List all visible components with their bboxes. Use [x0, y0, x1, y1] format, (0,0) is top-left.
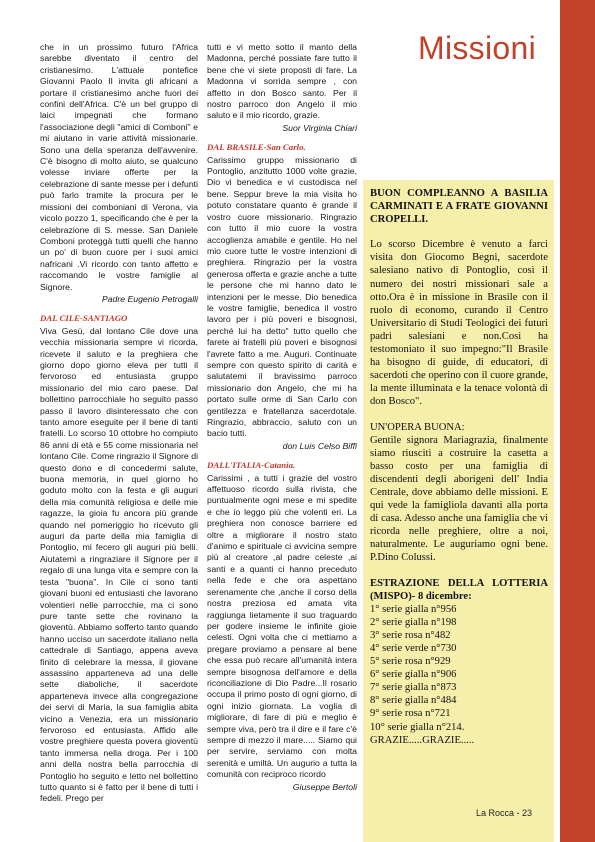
lottery-item: 2° serie gialla n°198	[370, 616, 457, 628]
opera-text: Gentile signora Mariagrazia, finalmente siamo riusciti a costruire la casetta a basso costo per una famiglia di discendenti degli aborigeni dell' India Centrale, dove abbiamo delle missioni. E qui vede la famigliola davanti alla porta di casa. Adesso anche una famiglia che vi ricorda nelle preghiere, oltre a noi, naturalmente. Le auguriamo ogni bene. P.Dino Colussi.	[370, 434, 548, 564]
page-footer: La Rocca - 23	[476, 808, 533, 818]
side-color-band	[560, 0, 595, 842]
lottery-item: 1° serie gialla n°956	[370, 603, 457, 615]
lottery-item: 7° serie gialla n°873	[370, 682, 457, 694]
cile-signature: Suor Virginia Chiari	[282, 122, 357, 133]
lottery-item: 3° serie rosa n°482	[370, 629, 451, 641]
lottery-item: 4° serie verde n°730	[370, 643, 457, 654]
lottery-list	[370, 603, 548, 734]
news-sidebar-box	[363, 180, 554, 842]
page-title: Missioni	[418, 30, 536, 66]
section-heading-brasile: DAL BRASILE-San Carlo.	[207, 142, 306, 153]
article-column-1	[40, 42, 198, 805]
lottery-item: 9° serie rosa n°721	[370, 708, 451, 720]
lottery-item: 5° serie rosa n°929	[370, 656, 451, 668]
lottery-item: 8° serie gialla n°484	[370, 695, 457, 707]
closing-thanks: GRAZIE.....GRAZIE.....	[370, 734, 475, 746]
brasile-text: Carissimo gruppo missionario di Pontoglio, anzitutto 1000 volte grazie, Dio vi benedica e vi custodisca nel bene. Seppur breve la mia visita ho potuto constatare quanto è grande il vostro cuore missionario. Ringrazio con tutto il mio cuore la vostra accoglienza amabile e gentile. Ho nel mio cuore tutte le vostre intenzioni di preghiera. Ringrazio per la vostra generosa offerta e grazie anche a tutte le persone che mi hanno dato le intenzioni per le messe. Dio benedica le vostre famiglie, benedica il vostro lavoro per i più poveri e bisognosi, perché lui ha detto" tutto quello che farete ai fratelli più poveri e bisognosi l'avrete fatto a me. Auguri. Continuate sempre con questo spirito di carità e salutatemi il bravissimo parroco missionario don Angelo, che mi ha portato sulle orme di San Carlo con gentilezza e fratellanza sacerdotale. Ringrazio, abbraccio, saluto con un bacio tutti.	[207, 154, 357, 439]
missionary-paragraph: Lo scorso Dicembre è venuto a farci visita don Giocomo Begni, sacerdote salesiano nativo di Pontoglio, così il numero dei nostri missionari sale a otto.Ora è in missione in Brasile con il ruolo di economo, curando il Centro Universitario di Studi Teologici dei futuri padri salesiani e non.Così ha testomoniato il suo impegno:"Il Brasile ha bisogno di guide, di educatori, di sacerdoti che operino con il cuore grande, la mente illuminata e la tenace volontà di don Bosco".	[370, 239, 548, 408]
intro-text: che in un prossimo futuro l'Africa sarebbe diventato il centro del cristianesimo. L'attuale pontefice Giovanni Paolo II invita gli africani a portare il cristianesimo anche fuori dei confini dell'Africa. C'è un bel gruppo di laici impegnati che formano l'associazione degli "amici di Comboni" e mi aiutano in varie attività missionarie. Sono una della speranza dell'avvenire. C'è bisogno di molto aiuto, se qualcuno volesse inviare offerte per la celebrazione di sante messe per i defunti può farlo tramite la procura per le missioni dei comboniani di Verona, via vicolo pozzo 1, specificando che è per la celebrazione di S. messe. San Daniele Comboni proteggà tutti quelli che hanno un po' di buon cuore per i suoi amici nafricani .Vi ricordo con tanto affetto e raccomando le vostre famiglie al Signore.	[40, 42, 198, 292]
brasile-signature: don Luis Celso Biffi	[282, 440, 357, 451]
italia-text: Carissimi , a tutti i grazie del vostro affettuoso ricordo sulla rivista, che puntualmente ogni mese e mi spedite e che io leggo più che volenti eri. La preghiera non conosce barriere ed oltre a migliorare il nostro stato d'animo e spirituale ci avvicina sempre più al creatore ,al padre celeste ,ai santi e a quanti ci hanno preceduto nella fede e che ora aspettano serenamente che ,anche il corso della nostra preziosa ed amata vita raggiunga lietamente il suo traguardo per godere insieme le infinite gioie celesti. Ogni volta che ci mettiamo a pregare proviamo a pensare al bene che essa può recare all'umanità intera sempre bisognosa dell'amore e della riconciliazione di Dio Padre...Il rosario occupa il primo posto di ogni giorno, di ogni inizio giornata. La voglia di migliorare, di fare di più e meglio è sempre viva, però tra il dire e il fare c'è sempre di mezzo il mare..... Siamo qui per servire, serviamo con molta serenità e umiltà. Un augurio a tutta la comunità con reciproco ricordo	[207, 472, 357, 780]
intro-signature: Padre Eugenio Petrogalli	[101, 293, 198, 304]
opera-heading: UN'OPERA BUONA:	[370, 421, 465, 433]
section-heading-italia: DALL'ITALIA-Catania.	[207, 460, 296, 471]
lottery-item: 10° serie gialla n°214.	[370, 721, 465, 733]
cile-text: Viva Gesù, dal lontano Cile dove una vecchia missionaria sempre vi ricorda, ricevete il saluto e la preghiera che giorno dopo giorno eleva per tutti il fervoroso ed entusiasta gruppo missionario del mio caro paese. Dal bollettino parrocchiale ho seguito passo passo il lavoro disinteressato che con tanto amore eseguite per il bene di tanti fratelli. Lo scorso 10 ottobre ho compiuto 86 anni di età e 55 come missionaria nel lontano Cile. Come ringrazio il Signore di questo dono e di concedermi salute, buona memoria, in quel giorno ho goduto molto con la festa e gli auguri della mia comunità religiosa e delle mie ragazze, la gioia fu ancora più grande quando nel pomeriggio ho ricevuto gli auguri da parte della mia famiglia di Pontoglio, mi fecero gli auguri più belli. Aiutatemi a ringraziare il Signore per il regalo di una lunga vita e sempre con la testa "buona". In Cile ci sono tanti giovani buoni ed entusiasti che lavorano volentieri nelle parrocchie, ma ci sono pure tante sette che rovinano la gioventù. Abbiamo sofferto tanto quando hanno ucciso un sacerdote italiano nella cattedrale di Santiago, appena aveva finito di celebrare la messa, il giovane assassino apparteneva ad una delle sette diaboliche, il sacerdote apparteneva invece alla congregazione dei servi di Maria, la sua famiglia abita vicino a Venezia, era un missionario fervoroso ed entusiasta. Affido alle vostre preghiere questa povera gioventù tanto immersa nella droga. Per i 100 anni della nostra bella parrocchia di Pontoglio ho seguito e letto nel bollettino tutto quanto si è fatto per il bene di tutti i fedeli. Prego per	[40, 325, 198, 804]
italia-signature: Giuseppe Bertoli	[292, 781, 357, 792]
section-heading-cile: DAL CILE-SANTIAGO	[40, 313, 128, 324]
lottery-item: 6° serie gialla n°906	[370, 669, 457, 681]
cile-text-continued: tutti e vi metto sotto il manto della Madonna, perché possiate fare tutto il bene che vi siete proposti di fare. La Madonna vi sorrida sempre , con affetto in don Bosco santo. Per il nostro parroco don Angelo il mio saluto e il mio ricordo, grazie.	[207, 42, 357, 121]
article-column-2	[207, 42, 357, 793]
lottery-heading: ESTRAZIONE DELLA LOTTERIA (MISPO)- 8 dicembre:	[370, 577, 548, 602]
birthday-heading: BUON COMPLEANNO A BASILIA CARMINATI E A FRATE GIOVANNI CROPELLI.	[370, 188, 548, 226]
